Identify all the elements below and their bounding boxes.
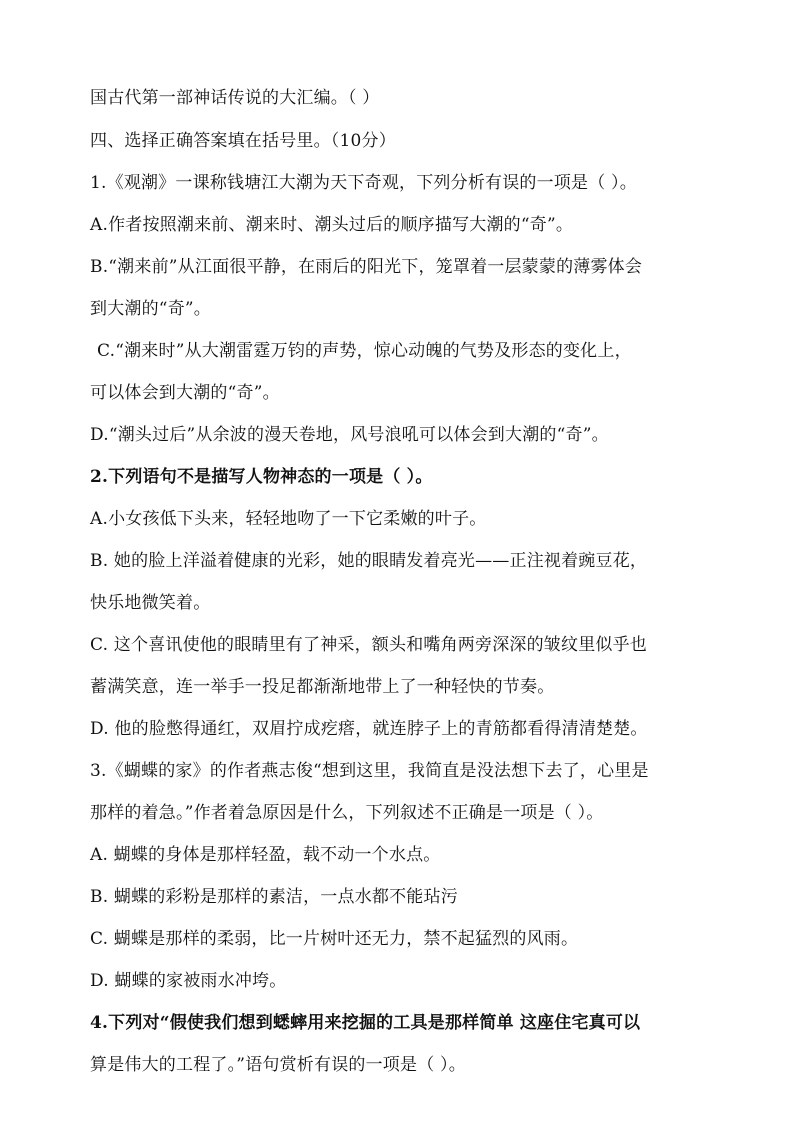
question-4: 4.下列对“假使我们想到蟋蟀用来挖掘的工具是那样简单 这座住宅真可以 — [90, 1013, 641, 1033]
section-heading: 四、选择正确答案填在括号里。（10分） — [90, 131, 396, 151]
option-3b: B. 蝴蝶的彩粉是那样的素洁，一点水都不能玷污 — [90, 887, 458, 907]
option-2b: B. 她的脸上洋溢着健康的光彩，她的眼睛发着亮光——正注视着豌豆花， — [90, 551, 648, 571]
text-line: 国古代第一部神话传说的大汇编。（ ） — [90, 88, 380, 108]
question-1: 1.《观潮》一课称钱塘江大潮为天下奇观，下列分析有误的一项是（ ）。 — [90, 173, 637, 193]
option-3a: A. 蝴蝶的身体是那样轻盈，载不动一个水点。 — [90, 845, 441, 865]
option-2c: C. 这个喜讯使他的眼睛里有了神采，额头和嘴角两旁深深的皱纹里似乎也 — [90, 635, 648, 655]
option-2b-cont: 快乐地微笑着。 — [90, 593, 211, 613]
question-3: 3.《蝴蝶的家》的作者燕志俊“想到这里，我简直是没法想下去了，心里是 — [90, 761, 649, 781]
option-1b-cont: 到大潮的“奇”。 — [90, 299, 211, 319]
option-1c: C.“潮来时”从大潮雷霆万钧的声势，惊心动魄的气势及形态的变化上， — [97, 341, 632, 361]
question-2: 2.下列语句不是描写人物神态的一项是（ ）。 — [90, 467, 433, 487]
option-1b: B.“潮来前”从江面很平静，在雨后的阳光下，笼罩着一层蒙蒙的薄雾体会 — [90, 257, 643, 277]
option-1d: D.“潮头过后”从余波的漫天卷地，风号浪吼可以体会到大潮的“奇”。 — [90, 425, 609, 445]
option-1c-cont: 可以体会到大潮的“奇”。 — [90, 383, 280, 403]
option-2d: D. 他的脸憋得通红，双眉拧成疙瘩，就连脖子上的青筋都看得清清楚楚。 — [90, 719, 648, 739]
option-3c: C. 蝴蝶是那样的柔弱，比一片树叶还无力，禁不起猛烈的风雨。 — [90, 929, 579, 949]
option-3d: D. 蝴蝶的家被雨水冲垮。 — [90, 971, 287, 991]
question-3-cont: 那样的着急。”作者着急原因是什么，下列叙述不正确是一项是（ ）。 — [90, 803, 604, 823]
option-2c-cont: 蓄满笑意，连一举手一投足都渐渐地带上了一种轻快的节奏。 — [90, 677, 555, 697]
option-1a: A.作者按照潮来前、潮来时、潮头过后的顺序描写大潮的“奇”。 — [90, 215, 574, 235]
question-4-cont: 算是伟大的工程了。”语句赏析有误的一项是（ ）。 — [90, 1055, 466, 1075]
option-2a: A.小女孩低下头来，轻轻地吻了一下它柔嫩的叶子。 — [90, 509, 487, 529]
